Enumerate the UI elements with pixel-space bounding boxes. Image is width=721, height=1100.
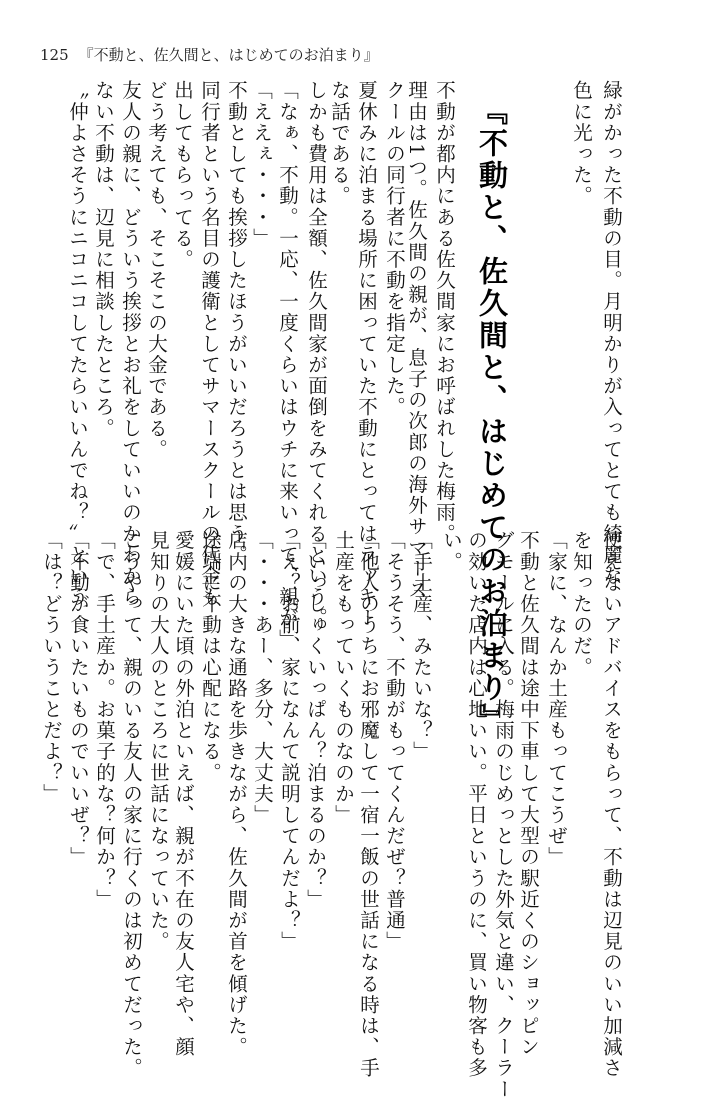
text-column: 同行者という名目の護衛としてサマースクールの代金も xyxy=(198,80,221,608)
text-column: 使えないアドバイスをもらって、不動は辺見のいい加減さ xyxy=(600,530,623,1079)
text-column: 愛媛にいた頃の外泊といえば、親が不在の友人宅や、顔 xyxy=(172,530,195,1058)
running-title: 『不動と、佐久間と、はじめてのお泊まり』 xyxy=(78,46,379,64)
text-column: 不動としても挨拶したほうがいいだろうとは思う。 xyxy=(225,80,248,566)
text-column: 〝仲よさそうにニコニコしてたらいいんでね？〟という xyxy=(66,80,89,608)
text-column: 「なぁ、不動。一応、一度くらいはウチに来いって、親が」 xyxy=(276,80,299,650)
text-column: 夏休みに泊まる場所に困っていた不動にとってはラッキー xyxy=(355,80,378,629)
page-header xyxy=(40,44,379,65)
text-column: 見知りの大人のところに世話になっていた。 xyxy=(147,530,170,952)
text-column: 出してもらってる。 xyxy=(171,80,194,270)
text-column: 「は？どういうことだよ？」 xyxy=(40,530,63,805)
text-column: 店内の大きな通路を歩きながら、佐久間が首を傾げた。 xyxy=(225,530,248,1058)
text-column: 「で、手土産か。お菓子的な？何か？」 xyxy=(93,530,116,910)
text-column: 土産をもっていくものなのか」 xyxy=(332,530,355,826)
text-column: 「手土産、みたいな？」 xyxy=(410,530,433,763)
text-column: 「そうそう、不動がもってくんだぜ？普通」 xyxy=(383,530,406,952)
text-column: 「家に、なんか土産もってこうぜ」 xyxy=(545,530,568,868)
text-column: 「いっしゅくいっぱん？泊まるのか？」 xyxy=(304,530,327,910)
text-column: を知ったのだ。 xyxy=(570,530,593,678)
intro-column: 緑がかった不動の目。月明かりが入ってとても綺麗な xyxy=(600,80,623,587)
text-column: どう考えても、そこそこの大金である。 xyxy=(145,80,168,460)
text-column: の効いた店内は心地いい。平日というのに、買い物客も多 xyxy=(465,530,488,1079)
text-column: 途端に不動は心配になる。 xyxy=(199,530,222,784)
chapter-title: 『不動と、佐久間と、はじめてのお泊まり』 xyxy=(475,96,509,736)
text-column: 友人の親に、どういう挨拶とお礼をしていいのかわから xyxy=(119,80,142,608)
text-column: い。 xyxy=(440,530,463,573)
text-column: 「不動が食いたいものでいいぜ？」 xyxy=(67,530,90,868)
text-column: な話である。 xyxy=(328,80,351,207)
text-column: 「ええぇ・・・」 xyxy=(250,80,273,249)
text-column: ない不動は、辺見に相談したところ。 xyxy=(92,80,115,439)
text-column: しかも費用は全額、佐久間家が面倒をみてくれるという。 xyxy=(305,80,328,629)
text-column: グモールに入る。梅雨のじめっとした外気と違い、クーラー xyxy=(492,530,515,1100)
intro-column: 色に光った。 xyxy=(570,80,593,207)
text-column: 不動が都内にある佐久間家にお呼ばれした梅雨。 xyxy=(433,80,456,545)
text-column: 「・・・あー、多分、大丈夫」 xyxy=(251,530,274,826)
text-column: こうやって、親のいる友人の家に行くのは初めてだった。 xyxy=(120,530,143,1079)
text-column: 理由は1つ。佐久間の親が、息子の次郎の海外サマース xyxy=(405,80,428,601)
text-column: クールの同行者に不動を指定した。 xyxy=(383,80,406,418)
text-column: 不動と佐久間は途中下車して大型の駅近くのショッピン xyxy=(517,530,540,1058)
text-column: 「他人のうちにお邪魔して一宿一飯の世話になる時は、手 xyxy=(357,530,380,1079)
text-column: 「え？お前、家になんて説明してんだよ？」 xyxy=(278,530,301,952)
page-number: 125 xyxy=(40,46,69,64)
